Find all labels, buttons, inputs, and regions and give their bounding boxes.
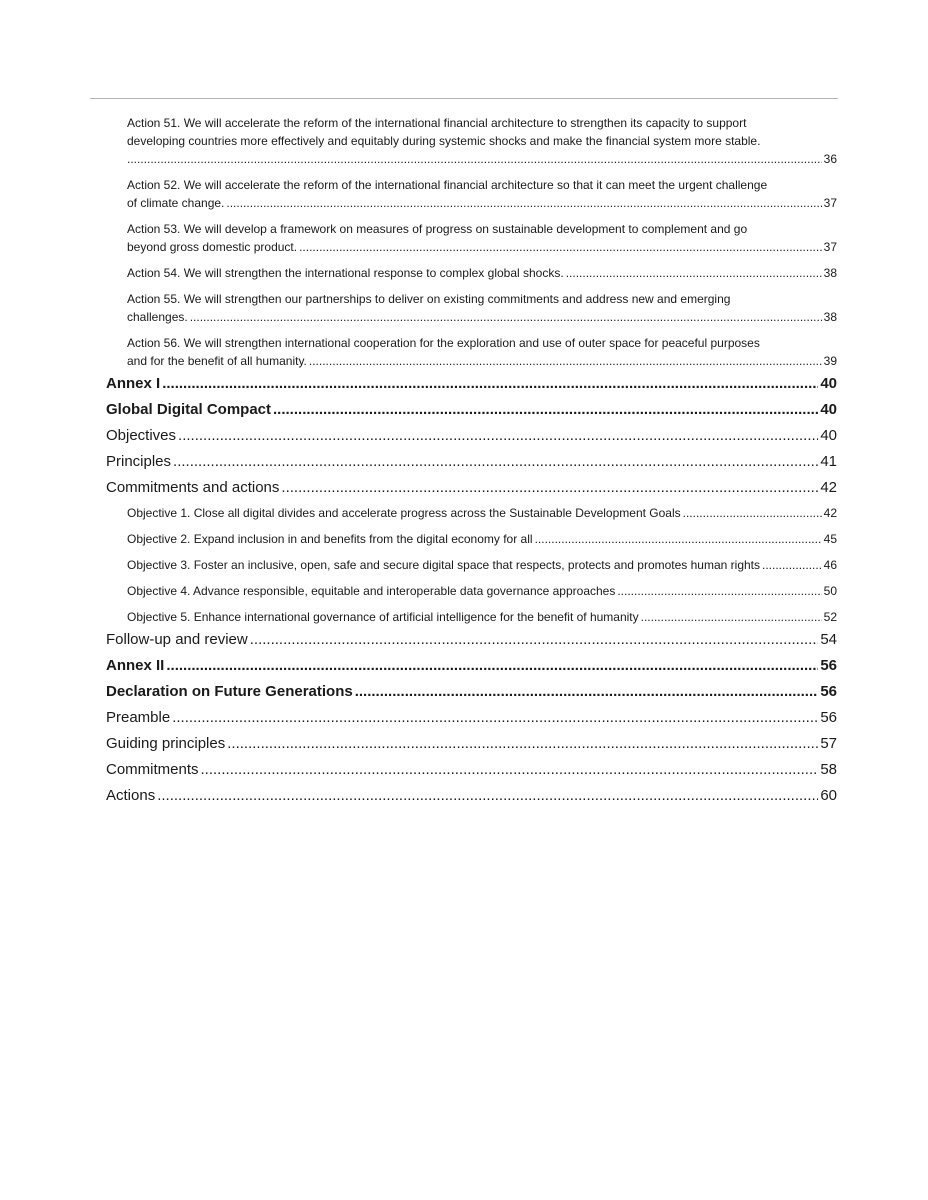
toc-entry-text: Action 51. We will accelerate the reform of the international financial architecture to strengthen its capacity to support xyxy=(127,116,747,130)
toc-entry-text: Action 54. We will strengthen the international response to complex global shocks. xyxy=(127,266,564,280)
toc-page-number: 58 xyxy=(820,761,837,778)
toc-entry-text: Actions xyxy=(106,787,156,804)
toc-entry-text: and for the benefit of all humanity. xyxy=(127,354,307,368)
toc-entry-text: Principles xyxy=(106,453,172,470)
toc-entry-text: Objective 1. Close all digital divides and accelerate progress across the Sustainable Development Goals xyxy=(127,506,681,520)
toc-page-number: 54 xyxy=(820,631,837,648)
toc-page-number: 57 xyxy=(820,735,837,752)
toc-page-number: 37 xyxy=(823,240,837,254)
toc-page-number: 56 xyxy=(820,657,837,674)
toc-entry-annex-1[interactable] xyxy=(106,374,837,394)
toc-page-number: 38 xyxy=(823,310,837,324)
dot-leader xyxy=(226,194,821,212)
toc-entry-text: Action 56. We will strengthen international cooperation for the exploration and use of outer space for peaceful purposes xyxy=(127,336,760,350)
dot-leader xyxy=(535,530,822,548)
toc-page-number: 56 xyxy=(820,709,837,726)
toc-page-number: 41 xyxy=(820,453,837,470)
dot-leader xyxy=(762,556,822,574)
toc-entry-text: Action 53. We will develop a framework on measures of progress on sustainable development to complement and go xyxy=(127,222,748,236)
toc-page-number: 39 xyxy=(823,354,837,368)
toc-page-number: 36 xyxy=(823,152,837,166)
toc-entry-objective-5[interactable] xyxy=(127,608,837,626)
toc-page-number: 40 xyxy=(820,427,837,444)
toc-entry-action-54[interactable] xyxy=(127,264,837,282)
dot-leader xyxy=(173,452,818,472)
toc-entry-text: Objective 5. Enhance international governance of artificial intelligence for the benefit of humanity xyxy=(127,610,639,624)
toc-entry-action-52[interactable] xyxy=(127,176,837,212)
toc-page-number: 50 xyxy=(823,584,837,598)
toc-entry-text: Objective 3. Foster an inclusive, open, safe and secure digital space that respects, protects and promotes human rights xyxy=(127,558,761,572)
toc-entry-text: Commitments and actions xyxy=(106,479,280,496)
toc-entry-annex-2[interactable] xyxy=(106,656,837,676)
toc-entry-text: Commitments xyxy=(106,761,199,778)
dot-leader xyxy=(299,238,822,256)
toc-page-number: 45 xyxy=(823,532,837,546)
toc-entry-action-56[interactable] xyxy=(127,334,837,370)
toc-entry-action-53[interactable] xyxy=(127,220,837,256)
toc-page-number: 38 xyxy=(823,266,837,280)
toc-entry-text: challenges. xyxy=(127,310,188,324)
dot-leader xyxy=(281,478,818,498)
dot-leader xyxy=(127,150,822,168)
toc-entry-text: Preamble xyxy=(106,709,171,726)
header-rule xyxy=(90,98,838,99)
toc-page-number: 60 xyxy=(820,787,837,804)
toc-entry-text: beyond gross domestic product. xyxy=(127,240,298,254)
toc-page-number: 52 xyxy=(823,610,837,624)
dot-leader xyxy=(617,582,821,600)
dot-leader xyxy=(178,426,818,446)
toc-entry-text: Objectives xyxy=(106,427,177,444)
toc-entry-declaration-future-generations[interactable] xyxy=(106,682,837,702)
dot-leader xyxy=(309,352,822,370)
dot-leader xyxy=(172,708,818,728)
toc-page-number: 56 xyxy=(820,683,837,700)
toc-entry-objective-2[interactable] xyxy=(127,530,837,548)
toc-entry-preamble[interactable] xyxy=(106,708,837,728)
toc-entry-guiding-principles[interactable] xyxy=(106,734,837,754)
toc-entry-objective-3[interactable] xyxy=(127,556,837,574)
toc-entry-text: of climate change. xyxy=(127,196,225,210)
table-of-contents xyxy=(106,114,837,812)
toc-entry-commitments[interactable] xyxy=(106,760,837,780)
dot-leader xyxy=(641,608,822,626)
toc-entry-action-55[interactable] xyxy=(127,290,837,326)
toc-entry-text: Global Digital Compact xyxy=(106,401,272,418)
toc-page-number: 40 xyxy=(820,401,837,418)
toc-entry-objective-4[interactable] xyxy=(127,582,837,600)
toc-entry-text: Objective 4. Advance responsible, equitable and interoperable data governance approaches xyxy=(127,584,616,598)
toc-entry-principles[interactable] xyxy=(106,452,837,472)
dot-leader xyxy=(355,682,819,702)
toc-entry-commitments-and-actions[interactable] xyxy=(106,478,837,498)
toc-page-number: 40 xyxy=(820,375,837,392)
toc-entry-action-51[interactable] xyxy=(127,114,837,168)
dot-leader xyxy=(273,400,818,420)
dot-leader xyxy=(566,264,822,282)
toc-entry-objectives[interactable] xyxy=(106,426,837,446)
toc-page-number: 42 xyxy=(820,479,837,496)
dot-leader xyxy=(250,630,819,650)
toc-entry-text: Action 55. We will strengthen our partnerships to deliver on existing commitments and address new and emerging xyxy=(127,292,731,306)
dot-leader xyxy=(683,504,822,522)
dot-leader xyxy=(157,786,818,806)
toc-entry-actions[interactable] xyxy=(106,786,837,806)
toc-entry-follow-up-and-review[interactable] xyxy=(106,630,837,650)
toc-page-number: 46 xyxy=(823,558,837,572)
toc-entry-text: Objective 2. Expand inclusion in and benefits from the digital economy for all xyxy=(127,532,533,546)
dot-leader xyxy=(227,734,818,754)
toc-entry-text: Annex II xyxy=(106,657,165,674)
dot-leader xyxy=(162,374,818,394)
toc-entry-objective-1[interactable] xyxy=(127,504,837,522)
toc-entry-text: Guiding principles xyxy=(106,735,226,752)
toc-page-number: 37 xyxy=(823,196,837,210)
dot-leader xyxy=(190,308,822,326)
toc-entry-text: Declaration on Future Generations xyxy=(106,683,353,700)
toc-page-number: 42 xyxy=(823,506,837,520)
toc-entry-global-digital-compact[interactable] xyxy=(106,400,837,420)
dot-leader xyxy=(201,760,819,780)
toc-entry-text: Follow-up and review xyxy=(106,631,248,648)
toc-entry-text: Annex I xyxy=(106,375,161,392)
dot-leader xyxy=(166,656,818,676)
toc-entry-text: developing countries more effectively and equitably during systemic shocks and make the financial system more stable. xyxy=(127,134,761,148)
toc-entry-text: Action 52. We will accelerate the reform of the international financial architecture so that it can meet the urgent challenge xyxy=(127,178,768,192)
